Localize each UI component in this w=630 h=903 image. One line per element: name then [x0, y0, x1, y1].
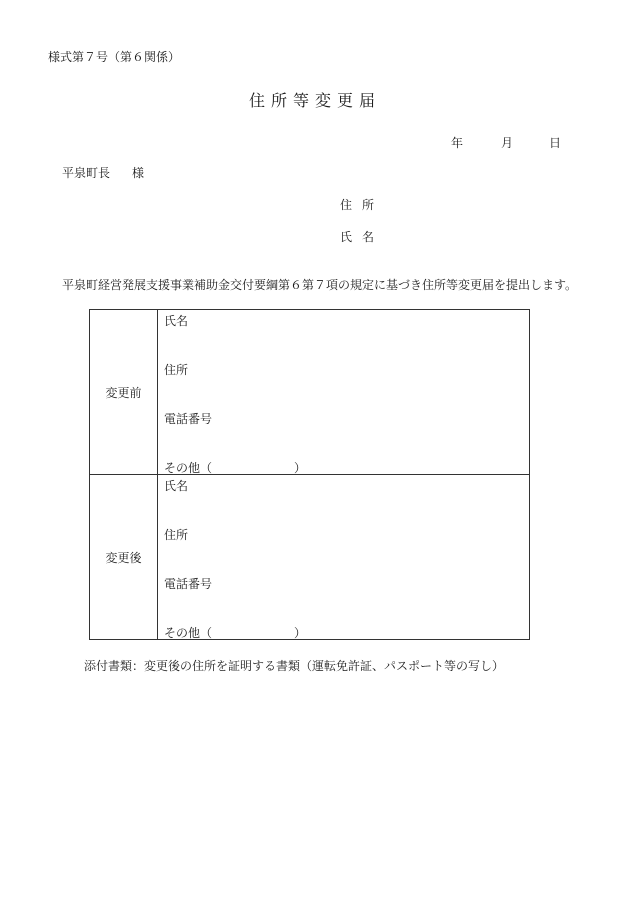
after-phone-field: 電話番号: [164, 577, 213, 591]
after-address-field: 住所: [164, 528, 189, 542]
statement-text: 平泉町経営発展支援事業補助金交付要綱第６第７項の規定に基づき住所等変更届を提出します。: [62, 278, 578, 292]
after-other-field: [164, 624, 306, 641]
after-label: 変更後: [90, 475, 158, 640]
after-other-close: ）: [294, 626, 307, 640]
addressee: [62, 164, 144, 181]
document-title: 住所等変更届: [248, 91, 381, 110]
change-table: [89, 309, 530, 640]
before-address-field: 住所: [164, 363, 189, 377]
after-name-field: 氏名: [164, 479, 189, 493]
after-fields: [158, 475, 530, 640]
applicant-address-label: 住所: [340, 198, 385, 212]
table-row-after: [90, 475, 530, 640]
applicant-name-label: 氏名: [340, 230, 385, 244]
form-number: 様式第７号（第６関係）: [48, 50, 181, 64]
table-row-before: [90, 310, 530, 475]
before-name-field: 氏名: [164, 314, 189, 328]
before-other-close: ）: [294, 461, 307, 475]
before-phone-field: 電話番号: [164, 412, 213, 426]
date-month-label: 月: [501, 136, 514, 150]
before-other-open: その他（: [164, 461, 213, 475]
date-day-label: 日: [549, 136, 562, 150]
before-fields: [158, 310, 530, 475]
addressee-suffix: 様: [132, 166, 145, 180]
attachment-note: 添付書類：変更後の住所を証明する書類（運転免許証、パスポート等の写し）: [84, 659, 505, 673]
before-other-field: [164, 459, 306, 476]
date-year-label: 年: [451, 136, 464, 150]
addressee-name: 平泉町長: [62, 166, 111, 180]
before-label: 変更前: [90, 310, 158, 475]
after-other-open: その他（: [164, 626, 213, 640]
